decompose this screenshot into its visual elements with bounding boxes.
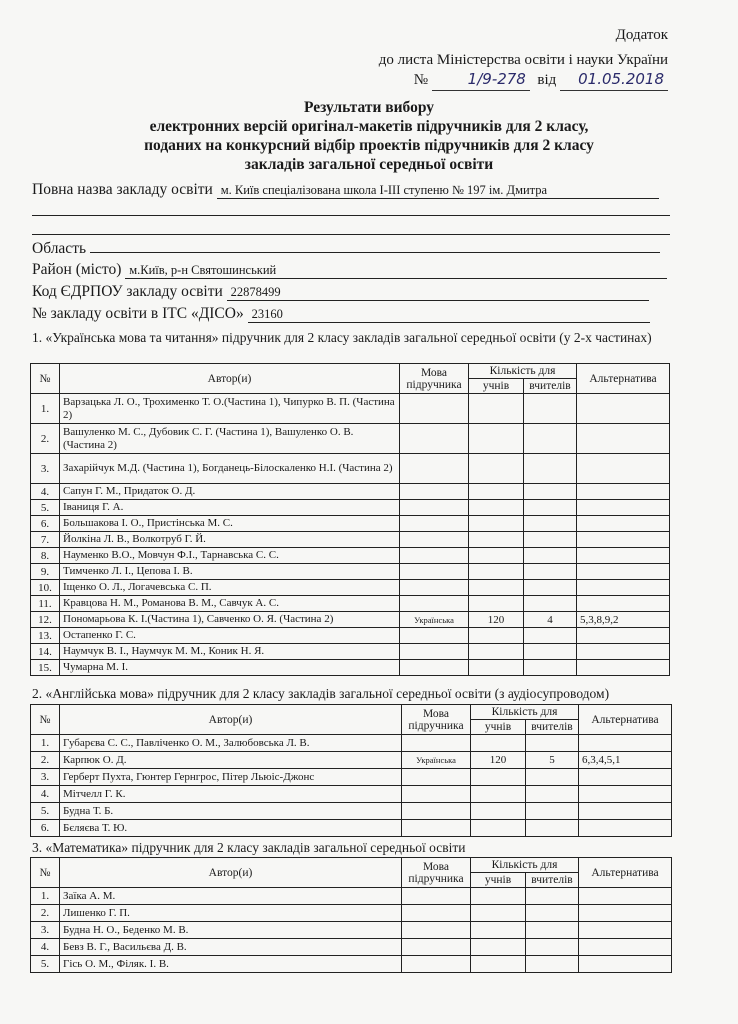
row-teachers xyxy=(524,500,577,516)
row-language xyxy=(402,735,471,752)
region-value xyxy=(90,252,660,253)
table-row xyxy=(31,803,672,820)
section-3-title: 3. «Математика» підручник для 2 класу закладів загальної середньої освіти xyxy=(32,840,466,855)
row-number: 3. xyxy=(31,769,60,786)
blank-line xyxy=(32,234,670,235)
row-alternative xyxy=(579,956,672,973)
document-title xyxy=(0,98,738,174)
appendix-label: Додаток xyxy=(615,27,668,43)
row-number: 5. xyxy=(31,803,60,820)
row-language xyxy=(402,888,471,905)
letter-number-line xyxy=(414,68,668,91)
letter-date: 01.05.2018 xyxy=(560,68,668,91)
row-number: 3. xyxy=(31,922,60,939)
row-teachers xyxy=(524,548,577,564)
col-alternative-header: Альтернатива xyxy=(579,705,672,735)
table-row xyxy=(31,596,670,612)
district-label: Район (місто) xyxy=(32,261,122,278)
col-alternative-header: Альтернатива xyxy=(579,858,672,888)
col-teachers-header: вчителів xyxy=(526,720,579,735)
row-students xyxy=(471,820,526,837)
col-students-header: учнів xyxy=(469,379,524,394)
row-alternative xyxy=(577,532,670,548)
section-1-title: 1. «Українська мова та читання» підручник для 2 класу закладів загальної середньої освіти (у 2-х частинах) xyxy=(32,330,652,345)
table-row xyxy=(31,580,670,596)
row-language xyxy=(402,939,471,956)
table-row xyxy=(31,564,670,580)
row-teachers xyxy=(524,580,577,596)
col-students-header: учнів xyxy=(471,873,526,888)
row-alternative xyxy=(579,803,672,820)
row-author: Варзацька Л. О., Трохименко Т. О.(Частина 1), Чипурко В. П. (Частина 2) xyxy=(60,394,400,424)
row-number: 8. xyxy=(31,548,60,564)
row-teachers xyxy=(526,888,579,905)
row-author: Будна Т. Б. xyxy=(60,803,402,820)
full-name-value: м. Київ спеціалізована школа І-ІІІ ступеню № 197 ім. Дмитра xyxy=(217,183,659,199)
col-teachers-header: вчителів xyxy=(524,379,577,394)
row-number: 5. xyxy=(31,500,60,516)
row-alternative: 6,3,4,5,1 xyxy=(579,752,672,769)
table-row xyxy=(31,548,670,564)
blank-line xyxy=(32,215,670,216)
row-number: 12. xyxy=(31,612,60,628)
row-alternative xyxy=(579,786,672,803)
row-students xyxy=(469,394,524,424)
edrpou-value: 22878499 xyxy=(227,285,649,301)
table-row xyxy=(31,769,672,786)
row-language xyxy=(400,424,469,454)
row-teachers: 4 xyxy=(524,612,577,628)
full-name-row xyxy=(32,181,659,199)
row-number: 2. xyxy=(31,424,60,454)
row-alternative xyxy=(577,454,670,484)
row-number: 1. xyxy=(31,735,60,752)
row-author: Вашуленко М. С., Дубовик С. Г. (Частина 1), Вашуленко О. В. (Частина 2) xyxy=(60,424,400,454)
row-author: Губарєва С. С., Павліченко О. М., Залюбовська Л. В. xyxy=(60,735,402,752)
row-alternative xyxy=(577,596,670,612)
table-row xyxy=(31,922,672,939)
district-row xyxy=(32,261,667,279)
row-students xyxy=(471,735,526,752)
title-line-2: електронних версій оригінал-макетів підручників для 2 класу, xyxy=(149,118,589,135)
row-author: Гісь О. М., Філяк. І. В. xyxy=(60,956,402,973)
title-line-4: закладів загальної середньої освіти xyxy=(244,156,494,173)
row-author: Мітчелл Г. К. xyxy=(60,786,402,803)
row-number: 1. xyxy=(31,888,60,905)
row-alternative xyxy=(577,484,670,500)
row-number: 13. xyxy=(31,628,60,644)
row-language xyxy=(400,394,469,424)
col-teachers-header: вчителів xyxy=(526,873,579,888)
row-teachers xyxy=(524,660,577,676)
row-author: Герберт Пухта, Гюнтер Гернгрос, Пітер Льюіс-Джонс xyxy=(60,769,402,786)
row-author: Будна Н. О., Беденко М. В. xyxy=(60,922,402,939)
section-2-title: 2. «Англійська мова» підручник для 2 класу закладів загальної середньої освіти (з аудіосупроводом) xyxy=(32,686,610,701)
row-language xyxy=(402,803,471,820)
row-alternative xyxy=(577,424,670,454)
row-students xyxy=(469,548,524,564)
row-students xyxy=(471,939,526,956)
col-author-header: Автор(и) xyxy=(60,705,402,735)
row-alternative xyxy=(579,939,672,956)
row-number: 10. xyxy=(31,580,60,596)
row-author: Заїка А. М. xyxy=(60,888,402,905)
row-alternative xyxy=(579,769,672,786)
row-language xyxy=(400,564,469,580)
row-author: Сапун Г. М., Придаток О. Д. xyxy=(60,484,400,500)
row-teachers xyxy=(524,454,577,484)
section-1-table xyxy=(30,363,670,676)
row-alternative xyxy=(577,548,670,564)
row-students xyxy=(469,532,524,548)
row-author: Наумчук В. І., Наумчук М. М., Коник Н. Я. xyxy=(60,644,400,660)
row-author: Бєляєва Т. Ю. xyxy=(60,820,402,837)
row-teachers xyxy=(524,516,577,532)
title-line-3: поданих на конкурсний відбір проектів підручників для 2 класу xyxy=(144,137,594,154)
row-language xyxy=(400,580,469,596)
title-line-1: Результати вибору xyxy=(303,99,435,116)
row-number: 3. xyxy=(31,454,60,484)
col-no-header: № xyxy=(31,858,60,888)
row-language xyxy=(402,820,471,837)
row-language xyxy=(400,660,469,676)
table-row xyxy=(31,612,670,628)
letter-reference: до листа Міністерства освіти і науки України xyxy=(378,52,668,68)
its-row xyxy=(32,305,650,323)
row-students xyxy=(471,905,526,922)
row-alternative xyxy=(577,660,670,676)
row-number: 5. xyxy=(31,956,60,973)
col-count-header: Кількість для xyxy=(471,705,579,720)
table-row xyxy=(31,956,672,973)
col-count-header: Кількість для xyxy=(469,364,577,379)
table-row xyxy=(31,888,672,905)
table-row xyxy=(31,786,672,803)
row-students xyxy=(471,786,526,803)
row-language xyxy=(402,922,471,939)
row-students xyxy=(469,660,524,676)
row-language xyxy=(400,644,469,660)
row-author: Пономарьова К. І.(Частина 1), Савченко О. Я. (Частина 2) xyxy=(60,612,400,628)
row-author: Карпюк О. Д. xyxy=(60,752,402,769)
row-author: Науменко В.О., Мовчун Ф.І., Тарнавська С. С. xyxy=(60,548,400,564)
row-teachers xyxy=(524,628,577,644)
row-students xyxy=(469,564,524,580)
row-alternative xyxy=(579,820,672,837)
row-students xyxy=(471,769,526,786)
col-no-header: № xyxy=(31,705,60,735)
table-row xyxy=(31,905,672,922)
row-number: 14. xyxy=(31,644,60,660)
table-row xyxy=(31,939,672,956)
row-number: 9. xyxy=(31,564,60,580)
table-row xyxy=(31,660,670,676)
row-number: 4. xyxy=(31,786,60,803)
row-author: Іщенко О. Л., Логачевська С. П. xyxy=(60,580,400,596)
row-number: 11. xyxy=(31,596,60,612)
col-author-header: Автор(и) xyxy=(60,364,400,394)
its-value: 23160 xyxy=(248,307,650,323)
row-language xyxy=(400,628,469,644)
row-alternative xyxy=(577,516,670,532)
edrpou-label: Код ЄДРПОУ закладу освіти xyxy=(32,283,223,300)
row-language xyxy=(400,516,469,532)
row-author: Остапенко Г. С. xyxy=(60,628,400,644)
col-language-header: Мова підручника xyxy=(402,858,471,888)
row-teachers xyxy=(524,644,577,660)
row-alternative xyxy=(579,735,672,752)
col-students-header: учнів xyxy=(471,720,526,735)
col-language-header: Мова підручника xyxy=(400,364,469,394)
col-author-header: Автор(и) xyxy=(60,858,402,888)
row-number: 2. xyxy=(31,905,60,922)
row-students: 120 xyxy=(471,752,526,769)
row-teachers xyxy=(526,820,579,837)
row-teachers xyxy=(526,769,579,786)
row-number: 4. xyxy=(31,939,60,956)
row-students xyxy=(471,803,526,820)
table-row xyxy=(31,752,672,769)
row-number: 6. xyxy=(31,820,60,837)
row-teachers xyxy=(526,735,579,752)
row-author: Іваниця Г. А. xyxy=(60,500,400,516)
row-students xyxy=(471,922,526,939)
table-row xyxy=(31,532,670,548)
col-language-header: Мова підручника xyxy=(402,705,471,735)
row-author: Захарійчук М.Д. (Частина 1), Богданець-Білоскаленко Н.І. (Частина 2) xyxy=(60,454,400,484)
row-language xyxy=(400,484,469,500)
row-author: Кравцова Н. М., Романова В. М., Савчук А. С. xyxy=(60,596,400,612)
row-students xyxy=(471,956,526,973)
region-label: Область xyxy=(32,240,87,257)
row-author: Бевз В. Г., Васильєва Д. В. xyxy=(60,939,402,956)
row-language xyxy=(402,956,471,973)
row-number: 6. xyxy=(31,516,60,532)
district-value: м.Київ, р-н Святошинський xyxy=(125,263,667,279)
date-prefix: від xyxy=(537,72,557,88)
row-language xyxy=(400,500,469,516)
table-row xyxy=(31,820,672,837)
row-language: Українська xyxy=(402,752,471,769)
edrpou-row xyxy=(32,283,649,301)
full-name-label: Повна назва закладу освіти xyxy=(32,181,213,198)
section-3-table xyxy=(30,857,672,973)
row-students xyxy=(471,888,526,905)
row-author: Йолкіна Л. В., Волкотруб Г. Й. xyxy=(60,532,400,548)
row-language xyxy=(402,769,471,786)
row-author: Тимченко Л. І., Цепова І. В. xyxy=(60,564,400,580)
row-language xyxy=(400,596,469,612)
row-students: 120 xyxy=(469,612,524,628)
row-language xyxy=(400,454,469,484)
table-row xyxy=(31,424,670,454)
row-students xyxy=(469,484,524,500)
row-number: 1. xyxy=(31,394,60,424)
row-number: 7. xyxy=(31,532,60,548)
row-alternative xyxy=(579,922,672,939)
row-students xyxy=(469,580,524,596)
row-students xyxy=(469,454,524,484)
table-row xyxy=(31,500,670,516)
table-row xyxy=(31,735,672,752)
row-students xyxy=(469,596,524,612)
row-language xyxy=(400,548,469,564)
row-number: 2. xyxy=(31,752,60,769)
row-number: 4. xyxy=(31,484,60,500)
region-row xyxy=(32,240,660,258)
table-row xyxy=(31,484,670,500)
row-teachers xyxy=(524,532,577,548)
table-row xyxy=(31,516,670,532)
row-teachers xyxy=(524,394,577,424)
row-teachers xyxy=(526,956,579,973)
row-language xyxy=(400,532,469,548)
row-alternative xyxy=(577,500,670,516)
row-students xyxy=(469,424,524,454)
row-teachers xyxy=(524,564,577,580)
table-row xyxy=(31,644,670,660)
row-teachers xyxy=(526,803,579,820)
row-author: Большакова І. О., Пристінська М. С. xyxy=(60,516,400,532)
row-language xyxy=(402,905,471,922)
letter-number: 1/9-278 xyxy=(432,68,530,91)
row-teachers xyxy=(526,939,579,956)
row-teachers xyxy=(524,596,577,612)
row-alternative xyxy=(577,628,670,644)
row-students xyxy=(469,500,524,516)
row-alternative xyxy=(577,564,670,580)
row-alternative: 5,3,8,9,2 xyxy=(577,612,670,628)
col-no-header: № xyxy=(31,364,60,394)
table-row xyxy=(31,454,670,484)
section-2-table xyxy=(30,704,672,837)
row-students xyxy=(469,628,524,644)
number-prefix: № xyxy=(413,72,429,88)
table-row xyxy=(31,628,670,644)
row-alternative xyxy=(577,394,670,424)
row-number: 15. xyxy=(31,660,60,676)
row-teachers: 5 xyxy=(526,752,579,769)
row-teachers xyxy=(526,905,579,922)
row-students xyxy=(469,516,524,532)
row-teachers xyxy=(524,424,577,454)
row-language xyxy=(402,786,471,803)
row-language: Українська xyxy=(400,612,469,628)
row-alternative xyxy=(579,888,672,905)
its-label: № закладу освіти в ІТС «ДІСО» xyxy=(32,305,244,322)
row-alternative xyxy=(577,644,670,660)
row-teachers xyxy=(526,786,579,803)
row-alternative xyxy=(577,580,670,596)
col-alternative-header: Альтернатива xyxy=(577,364,670,394)
table-row xyxy=(31,394,670,424)
row-teachers xyxy=(526,922,579,939)
row-author: Чумарна М. І. xyxy=(60,660,400,676)
row-alternative xyxy=(579,905,672,922)
row-author: Лишенко Г. П. xyxy=(60,905,402,922)
row-teachers xyxy=(524,484,577,500)
row-students xyxy=(469,644,524,660)
col-count-header: Кількість для xyxy=(471,858,579,873)
